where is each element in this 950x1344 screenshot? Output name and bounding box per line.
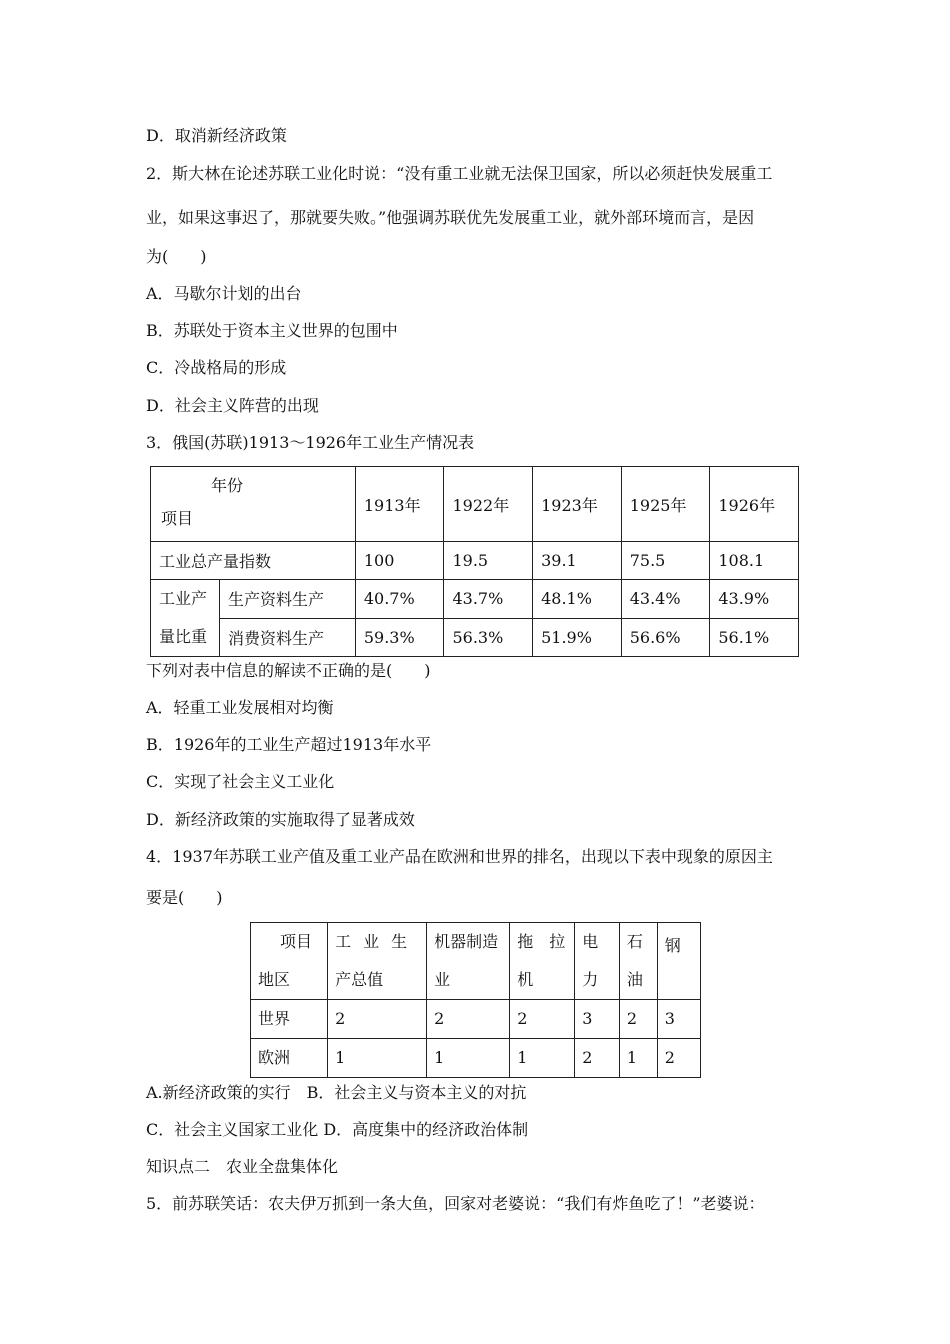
table1-row-label: 生产资料生产 xyxy=(220,580,356,619)
table2-header xyxy=(328,923,427,1000)
table1-year-header: 1913年 xyxy=(355,467,444,542)
table1-cell: 56.3% xyxy=(444,618,533,657)
table2-header xyxy=(510,923,575,1000)
table2-row-label: 欧洲 xyxy=(251,1039,328,1078)
question-2-line2: 业，如果这事迟了，那就要失败。”他强调苏联优先发展重工业，就外部环境而言，是因 xyxy=(146,208,755,227)
table1-row-consumer xyxy=(151,618,799,657)
question-2-line3: 为( ) xyxy=(146,247,207,266)
table1-cell: 56.6% xyxy=(621,618,710,657)
table2-cell: 2 xyxy=(575,1039,620,1078)
options-q4-cd: C．社会主义国家工业化 D．高度集中的经济政治体制 xyxy=(146,1120,529,1139)
table2-corner-cell xyxy=(251,923,328,1000)
table2-header xyxy=(575,923,620,1000)
table1-group-label-line2: 量比重 xyxy=(159,627,208,646)
option-c-q3: C．实现了社会主义工业化 xyxy=(146,772,335,791)
table1-row-label: 消费资料生产 xyxy=(220,618,356,657)
ranking-table xyxy=(250,922,701,1078)
table1-row-label: 工业总产量指数 xyxy=(151,542,356,580)
section-heading: 知识点二 农业全盘集体化 xyxy=(146,1157,339,1176)
industrial-production-table xyxy=(150,466,799,657)
table1-group-label-line1: 工业产 xyxy=(159,589,208,608)
table1-corner-item: 项目 xyxy=(161,509,194,528)
table2-row-label: 世界 xyxy=(251,1000,328,1039)
table2-cell: 2 xyxy=(328,1000,427,1039)
option-d-q1: D．取消新经济政策 xyxy=(146,126,287,145)
table2-cell: 1 xyxy=(510,1039,575,1078)
option-b-q2: B．苏联处于资本主义世界的包围中 xyxy=(146,321,398,340)
table2-cell: 1 xyxy=(619,1039,657,1078)
question-2-line1: 2．斯大林在论述苏联工业化时说：“没有重工业就无法保卫国家，所以必须赶快发展重工 xyxy=(146,164,773,183)
option-d-q2: D．社会主义阵营的出现 xyxy=(146,396,319,415)
table1-cell: 108.1 xyxy=(710,542,799,580)
table2-header-line2: 油 xyxy=(626,970,643,989)
option-a-q3: A．轻重工业发展相对均衡 xyxy=(146,698,334,717)
table1-year-header: 1925年 xyxy=(621,467,710,542)
table1-cell: 43.4% xyxy=(621,580,710,619)
table2-cell: 2 xyxy=(619,1000,657,1039)
table2-header-line2: 力 xyxy=(582,970,599,989)
table2-header-line1: 拖 拉 xyxy=(517,932,566,951)
table2-header-line1: 电 xyxy=(582,932,599,951)
table2-corner-item: 项目 xyxy=(280,932,313,951)
table1-row-index xyxy=(151,542,799,580)
table1-cell: 39.1 xyxy=(533,542,622,580)
table2-header-line1: 机器制造 xyxy=(434,932,499,951)
table2-cell: 2 xyxy=(657,1039,700,1078)
table2-cell: 2 xyxy=(510,1000,575,1039)
table1-cell: 43.7% xyxy=(444,580,533,619)
option-b-q3: B．1926年的工业生产超过1913年水平 xyxy=(146,735,432,754)
table1-group-label xyxy=(151,580,220,657)
table2-corner-region: 地区 xyxy=(258,970,291,989)
options-q4-ab: A.新经济政策的实行 B．社会主义与资本主义的对抗 xyxy=(146,1083,527,1102)
table2-row-world xyxy=(251,1000,701,1039)
option-d-q3: D．新经济政策的实施取得了显著成效 xyxy=(146,810,415,829)
table1-cell: 48.1% xyxy=(533,580,622,619)
table2-cell: 1 xyxy=(427,1039,510,1078)
table2-header-line2: 业 xyxy=(434,970,451,989)
table1-row-means xyxy=(151,580,799,619)
question-3-title: 3．俄国(苏联)1913～1926年工业生产情况表 xyxy=(146,433,475,452)
table1-cell: 19.5 xyxy=(444,542,533,580)
table2-header-line1: 工业生 xyxy=(335,932,420,951)
question-4-line1: 4．1937年苏联工业产值及重工业产品在欧洲和世界的排名，出现以下表中现象的原因主 xyxy=(146,847,773,866)
table2-header xyxy=(427,923,510,1000)
table1-cell: 59.3% xyxy=(355,618,444,657)
option-c-q2: C．冷战格局的形成 xyxy=(146,358,287,377)
table2-header-line2: 产总值 xyxy=(335,970,384,989)
question-4-line2: 要是( ) xyxy=(146,888,223,907)
question-3-prompt: 下列对表中信息的解读不正确的是( ) xyxy=(146,661,431,680)
table1-cell: 51.9% xyxy=(533,618,622,657)
question-5-line1: 5．前苏联笑话：农夫伊万抓到一条大鱼，回家对老婆说：“我们有炸鱼吃了！”老婆说： xyxy=(146,1194,765,1213)
table2-header-line1: 石 xyxy=(626,932,643,951)
table2-header-line2: 机 xyxy=(517,970,534,989)
table1-corner-cell xyxy=(151,467,356,542)
table1-year-header: 1926年 xyxy=(710,467,799,542)
table2-row-europe xyxy=(251,1039,701,1078)
table1-cell: 43.9% xyxy=(710,580,799,619)
table2-header: 钢 xyxy=(657,923,700,1000)
table2-cell: 3 xyxy=(657,1000,700,1039)
table2-cell: 3 xyxy=(575,1000,620,1039)
option-a-q2: A．马歇尔计划的出台 xyxy=(146,284,302,303)
table2-cell: 2 xyxy=(427,1000,510,1039)
table2-cell: 1 xyxy=(328,1039,427,1078)
table1-corner-year: 年份 xyxy=(211,476,244,495)
table1-year-header: 1922年 xyxy=(444,467,533,542)
table2-header xyxy=(619,923,657,1000)
table1-year-header: 1923年 xyxy=(533,467,622,542)
table1-cell: 56.1% xyxy=(710,618,799,657)
table1-cell: 40.7% xyxy=(355,580,444,619)
table1-cell: 100 xyxy=(355,542,444,580)
table1-cell: 75.5 xyxy=(621,542,710,580)
